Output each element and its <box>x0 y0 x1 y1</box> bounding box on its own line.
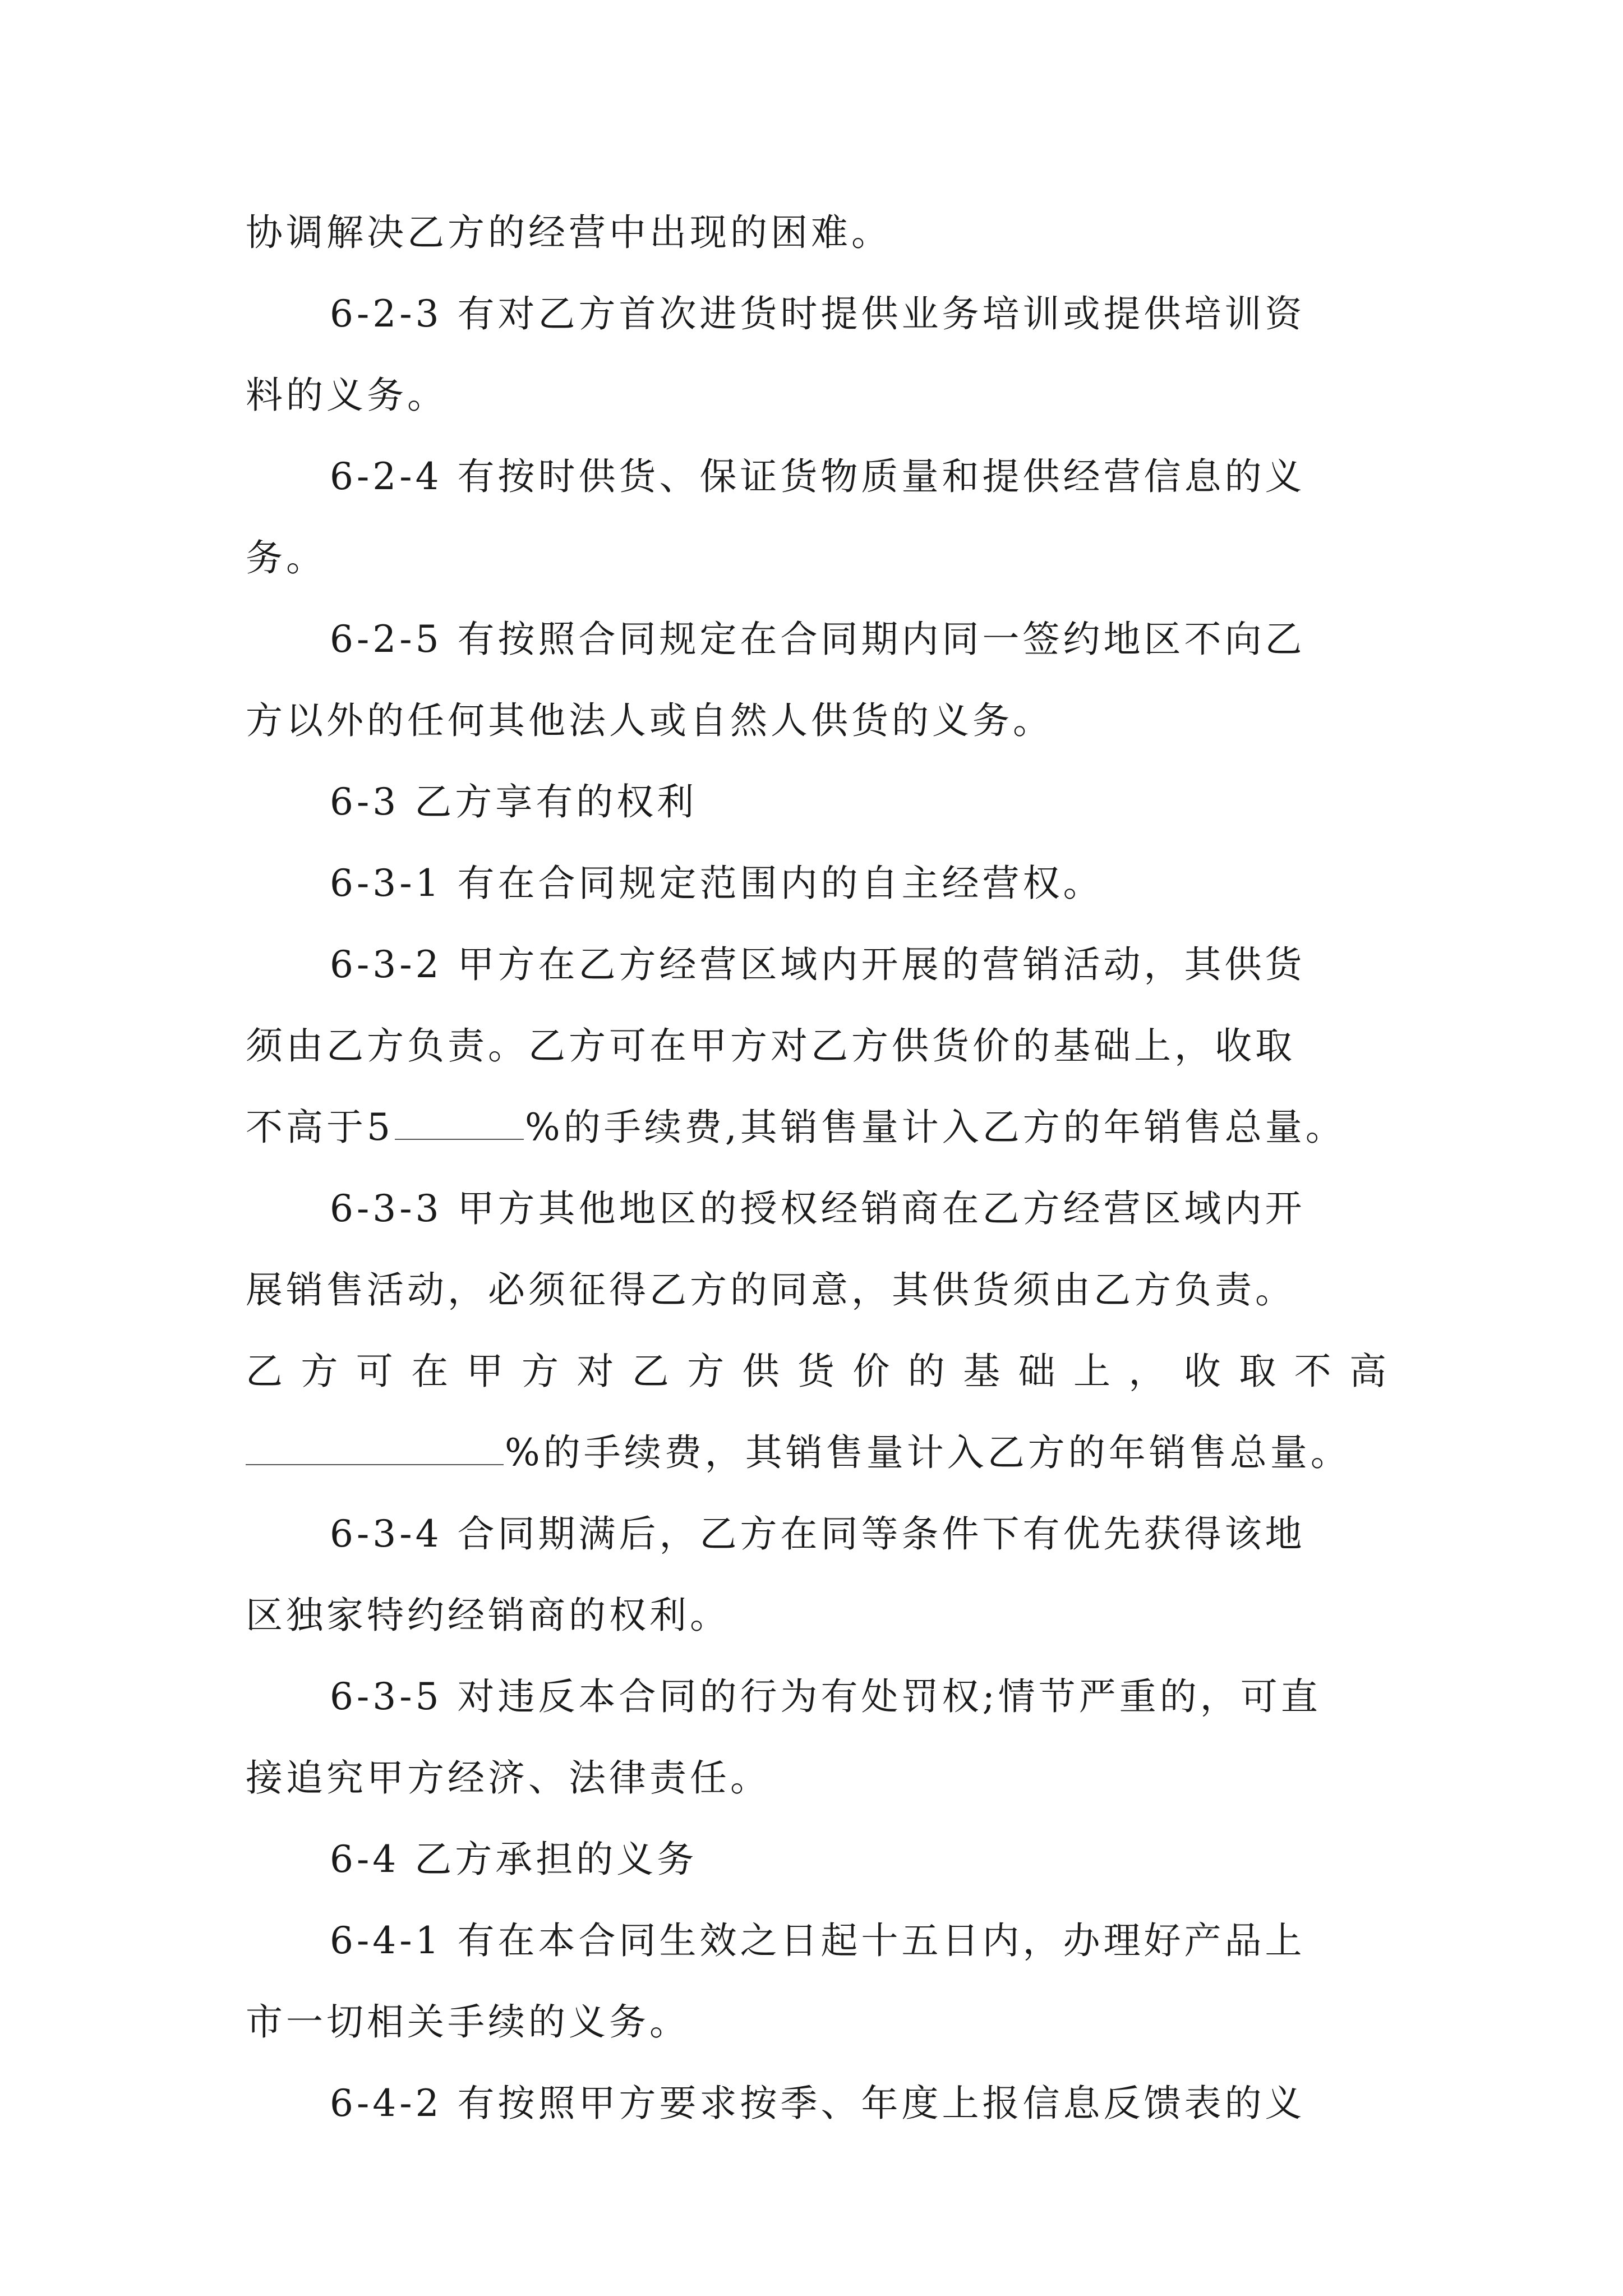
paragraph-line: 协调解决乙方的经营中出现的困难。 <box>246 211 892 254</box>
paragraph-line-justified: 乙方可在甲方对乙方供货价的基础上，收取不高 <box>246 1350 1390 1393</box>
paragraph-line: 务。 <box>246 536 326 579</box>
clause-6-4-1: 6-4-1 有在本合同生效之日起十五日内，办理好产品上 <box>330 1919 1306 1962</box>
paragraph-line: 区独家特约经销商的权利。 <box>246 1594 730 1637</box>
clause-6-2-3: 6-2-3 有对乙方首次进货时提供业务培训或提供培训资 <box>330 292 1306 335</box>
paragraph-line: 市一切相关手续的义务。 <box>246 2000 690 2044</box>
line-suffix: %的手续费，其销售量计入乙方的年销售总量。 <box>505 1431 1351 1474</box>
clause-6-3-4: 6-3-4 合同期满后，乙方在同等条件下有优先获得该地 <box>330 1512 1306 1556</box>
paragraph-line: 方以外的任何其他法人或自然人供货的义务。 <box>246 699 1053 742</box>
clause-6-4-2: 6-4-2 有按照甲方要求按季、年度上报信息反馈表的义 <box>330 2082 1306 2125</box>
paragraph-line-with-blank <box>246 1088 1390 1167</box>
section-heading-6-4: 6-4 乙方承担的义务 <box>330 1838 698 1881</box>
paragraph-line: 须由乙方负责。乙方可在甲方对乙方供货价的基础上，收取 <box>246 1024 1295 1068</box>
paragraph-line-with-blank <box>246 1414 1390 1492</box>
clause-6-3-2: 6-3-2 甲方在乙方经营区域内开展的营销活动，其供货 <box>330 943 1306 986</box>
section-heading-6-3: 6-3 乙方享有的权利 <box>330 780 698 823</box>
clause-6-2-5: 6-2-5 有按照合同规定在合同期内同一签约地区不向乙 <box>330 618 1306 661</box>
line-prefix: 不高于5 <box>246 1106 394 1149</box>
paragraph-line: 接追究甲方经济、法律责任。 <box>246 1756 771 1800</box>
paragraph-line: 料的义务。 <box>246 374 448 417</box>
fill-in-blank <box>246 1435 504 1465</box>
clause-6-3-1: 6-3-1 有在合同规定范围内的自主经营权。 <box>330 862 1104 905</box>
fill-in-blank <box>395 1110 524 1140</box>
clause-6-3-3: 6-3-3 甲方其他地区的授权经销商在乙方经营区域内开 <box>330 1187 1306 1230</box>
line-suffix: %的手续费,其销售量计入乙方的年销售总量。 <box>525 1106 1346 1149</box>
clause-6-2-4: 6-2-4 有按时供货、保证货物质量和提供经营信息的义 <box>330 455 1306 498</box>
paragraph-line: 展销售活动，必须征得乙方的同意，其供货须由乙方负责。 <box>246 1268 1295 1312</box>
clause-6-3-5: 6-3-5 对违反本合同的行为有处罚权;情节严重的，可直 <box>330 1675 1321 1718</box>
